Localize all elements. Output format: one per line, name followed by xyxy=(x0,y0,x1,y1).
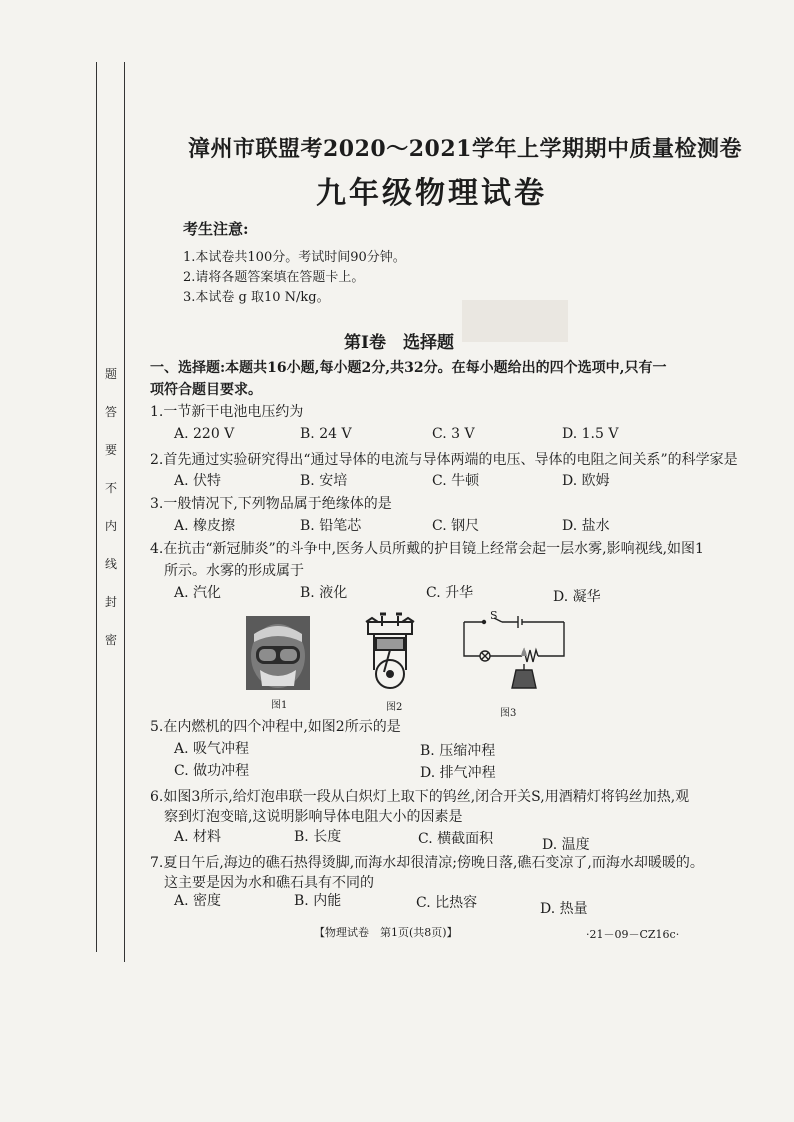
option: C. 横截面积 xyxy=(418,831,494,847)
figure-1-goggles-photo xyxy=(246,616,310,694)
question-stem: 7.夏日午后,海边的礁石热得烫脚,而海水却很清凉;傍晚日落,礁石变凉了,而海水却暖暖的。 xyxy=(150,855,704,871)
option: B. 长度 xyxy=(294,829,342,845)
option: A. 伏特 xyxy=(174,473,222,489)
option: C. 比热容 xyxy=(416,895,478,911)
seal-char: 答 xyxy=(104,405,117,419)
seal-char: 线 xyxy=(104,557,117,571)
question-stem: 2.首先通过实验研究得出“通过导体的电流与导体两端的电压、导体的电阻之间关系”的科学家是 xyxy=(150,452,738,468)
option: C. 做功冲程 xyxy=(174,763,250,779)
seal-char: 内 xyxy=(104,519,117,533)
seal-char: 密 xyxy=(104,633,117,647)
option: D. 排气冲程 xyxy=(420,765,496,781)
exam-subtitle: 九年级物理试卷 xyxy=(316,176,547,211)
figure-3-caption: 图3 xyxy=(500,708,517,719)
option: A. 橡皮擦 xyxy=(174,518,236,534)
option: B. 内能 xyxy=(294,893,342,909)
option: B. 安培 xyxy=(300,473,348,489)
option: B. 液化 xyxy=(300,585,348,601)
question-stem: 3.一般情况下,下列物品属于绝缘体的是 xyxy=(150,496,392,512)
option: C. 钢尺 xyxy=(432,518,480,534)
page-code: ·21－09－CZ16c· xyxy=(586,928,680,941)
notice-item: 1.本试卷共100分。考试时间90分钟。 xyxy=(183,250,406,265)
figure-1-caption: 图1 xyxy=(271,700,288,711)
question-stem-continued: 这主要是因为水和礁石具有不同的 xyxy=(164,875,374,891)
option: C. 3 V xyxy=(432,426,475,442)
seal-line-notice xyxy=(103,368,119,672)
notice-item: 3.本试卷 g 取10 N/kg。 xyxy=(183,290,330,305)
question-stem-continued: 所示。水雾的形成属于 xyxy=(164,563,304,579)
notice-heading: 考生注意: xyxy=(183,220,249,238)
page-footer: 【物理试卷 第1页(共8页)】 xyxy=(314,926,458,939)
question-stem: 5.在内燃机的四个冲程中,如图2所示的是 xyxy=(150,719,401,735)
seal-char: 要 xyxy=(104,443,117,457)
option: A. 汽化 xyxy=(174,585,222,601)
option: D. 凝华 xyxy=(553,589,601,605)
option: A. 吸气冲程 xyxy=(174,741,250,757)
exam-title: 漳州市联盟考2020～2021学年上学期期中质量检测卷 xyxy=(188,136,742,162)
seal-char: 封 xyxy=(104,595,117,609)
binding-line-inner xyxy=(124,62,125,962)
seal-char: 不 xyxy=(104,481,117,495)
question-stem: 4.在抗击“新冠肺炎”的斗争中,医务人员所戴的护目镜上经常会起一层水雾,影响视线,如图1 xyxy=(150,541,704,557)
option: B. 压缩冲程 xyxy=(420,743,496,759)
stamp-smudge xyxy=(462,300,568,342)
binding-line-outer xyxy=(96,62,97,952)
option: B. 铅笔芯 xyxy=(300,518,362,534)
section-intro: 一、选择题:本题共16小题,每小题2分,共32分。在每小题给出的四个选项中,只有一项符合题目要求。 xyxy=(150,360,667,398)
option: A. 材料 xyxy=(174,829,222,845)
option: A. 220 V xyxy=(174,426,235,442)
option: D. 热量 xyxy=(540,901,588,917)
figure-2-engine-cylinder xyxy=(360,612,420,700)
question-stem: 1.一节新干电池电压约为 xyxy=(150,404,304,420)
notice-item: 2.请将各题答案填在答题卡上。 xyxy=(183,270,365,285)
option: D. 1.5 V xyxy=(562,426,619,442)
option: D. 盐水 xyxy=(562,518,610,534)
question-stem: 6.如图3所示,给灯泡串联一段从白炽灯上取下的钨丝,闭合开关S,用酒精灯将钨丝加热,观 xyxy=(150,789,690,805)
figure-2-caption: 图2 xyxy=(386,702,403,713)
figure-3-circuit xyxy=(460,612,570,712)
section-title: 第Ⅰ卷 选择题 xyxy=(344,333,454,353)
option: C. 牛顿 xyxy=(432,473,480,489)
switch-label: S xyxy=(490,609,498,622)
seal-char: 题 xyxy=(104,367,117,381)
option: C. 升华 xyxy=(426,585,474,601)
question-stem-continued: 察到灯泡变暗,这说明影响导体电阻大小的因素是 xyxy=(164,809,463,825)
option: B. 24 V xyxy=(300,426,352,442)
option: A. 密度 xyxy=(174,893,222,909)
option: D. 欧姆 xyxy=(562,473,610,489)
option: D. 温度 xyxy=(542,837,590,853)
